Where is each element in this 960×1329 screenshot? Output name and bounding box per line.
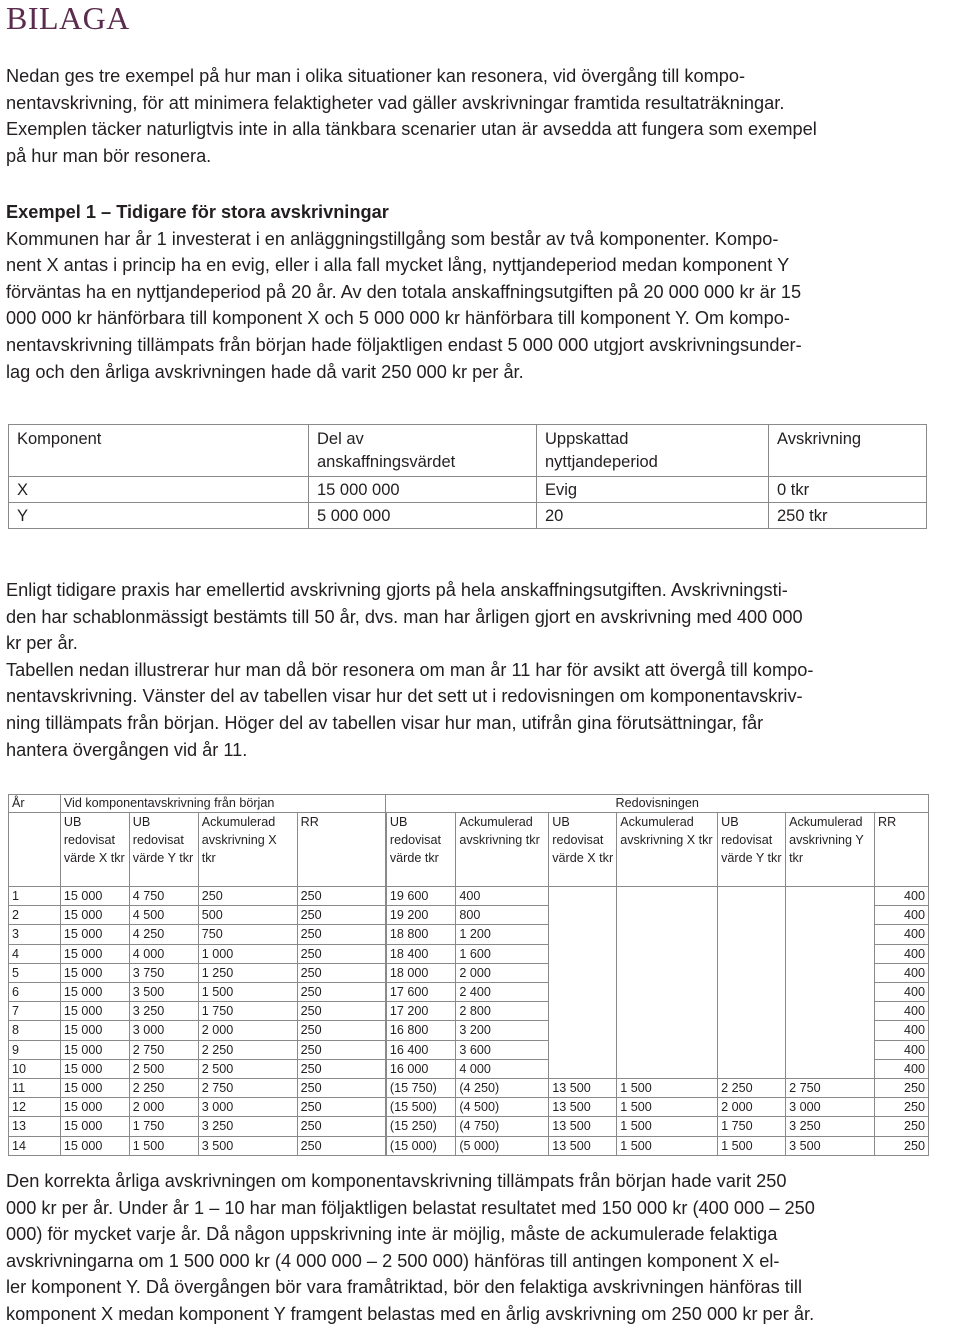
right-title: Redovisningen: [386, 795, 929, 813]
text-line: Den korrekta årliga avskrivningen om komponentavskrivning tillämpats från början hade varit 250: [6, 1171, 787, 1191]
table-cell: 400: [875, 963, 929, 982]
table-cell: [786, 983, 875, 1002]
table-cell: 250 tkr: [769, 503, 927, 529]
table-cell: 13: [9, 1117, 61, 1136]
table-cell: [786, 1021, 875, 1040]
table-cell: 15 000: [60, 1117, 129, 1136]
table-cell: 8: [9, 1021, 61, 1040]
table-cell: [617, 1002, 718, 1021]
component-table: [8, 424, 927, 529]
table-cell: 3 200: [456, 1021, 549, 1040]
table-cell: [617, 1021, 718, 1040]
table-cell: 400: [875, 1040, 929, 1059]
table-cell: [718, 1059, 786, 1078]
table-cell: 18 800: [386, 925, 456, 944]
table-cell: 15 000: [60, 887, 129, 906]
table-cell: 400: [456, 887, 549, 906]
table-row: [9, 1098, 929, 1117]
table-title-row: [9, 795, 929, 813]
table-cell: 250: [297, 906, 386, 925]
text-line: avskrivningarna om 1 500 000 kr (4 000 000 – 2 500 000) hänföras till antingen komponent X el-: [6, 1250, 780, 1271]
header-text: anskaffningsvärdet: [317, 453, 456, 471]
table-cell: [549, 1059, 617, 1078]
table-cell: 3 250: [786, 1117, 875, 1136]
table-cell: [718, 983, 786, 1002]
table-cell: 1: [9, 887, 61, 906]
table-cell: 9: [9, 1040, 61, 1059]
table-cell: 15 000 000: [309, 477, 537, 503]
table-cell: 20: [537, 503, 769, 529]
header-text: Uppskattad: [545, 430, 629, 448]
left-title: Vid komponentavskrivning från början: [60, 795, 386, 813]
table-cell: 4 000: [129, 944, 198, 963]
table-cell: 4 500: [129, 906, 198, 925]
text-line: hantera övergången vid år 11.: [6, 739, 248, 760]
table-cell: 3 000: [198, 1098, 297, 1117]
table-cell: (15 250): [386, 1117, 456, 1136]
table-cell: 2 750: [129, 1040, 198, 1059]
table-cell: 15 000: [60, 963, 129, 982]
table-cell: 2 000: [198, 1021, 297, 1040]
table-cell: [617, 887, 718, 906]
table-cell: [617, 983, 718, 1002]
table-cell: 2 500: [129, 1059, 198, 1078]
table-cell: 250: [297, 1021, 386, 1040]
table-cell: 19 600: [386, 887, 456, 906]
table-cell: [617, 963, 718, 982]
table-cell: [718, 887, 786, 906]
header-text: Del av: [317, 430, 364, 448]
table-cell: [718, 925, 786, 944]
table-cell: 3 250: [198, 1117, 297, 1136]
text-line: nent X antas i princip ha en evig, eller i alla fall mycket lång, nyttjandeperiod medan komponent Y: [6, 255, 790, 276]
table-cell: 400: [875, 906, 929, 925]
table-row: [9, 503, 927, 529]
table-row: [9, 944, 929, 963]
table-cell: [549, 1002, 617, 1021]
table-cell: 15 000: [60, 1021, 129, 1040]
table-cell: 250: [297, 983, 386, 1002]
table-cell: 250: [297, 1040, 386, 1059]
table-cell: 15 000: [60, 925, 129, 944]
table-cell: 15 000: [60, 1002, 129, 1021]
table-cell: [549, 963, 617, 982]
table-cell: [786, 1059, 875, 1078]
table-cell: 12: [9, 1098, 61, 1117]
table-cell: [718, 1040, 786, 1059]
table-cell: 250: [297, 925, 386, 944]
table-cell: 2 750: [786, 1079, 875, 1098]
table-cell: 15 000: [60, 1079, 129, 1098]
table-cell: (5 000): [456, 1136, 549, 1155]
table-row: [9, 1040, 929, 1059]
table-cell: 1 500: [718, 1136, 786, 1155]
table-cell: 15 000: [60, 1136, 129, 1155]
table-cell: 1 500: [129, 1136, 198, 1155]
table-cell: 400: [875, 887, 929, 906]
table-cell: 2 250: [718, 1079, 786, 1098]
table-cell: 2 250: [129, 1079, 198, 1098]
table-cell: 2 000: [718, 1098, 786, 1117]
table-row: [9, 1021, 929, 1040]
table-cell: [718, 963, 786, 982]
table-cell: [786, 944, 875, 963]
table-cell: 16 800: [386, 1021, 456, 1040]
header-cell: [9, 813, 61, 887]
table-cell: 500: [198, 906, 297, 925]
table-cell: 13 500: [549, 1117, 617, 1136]
table-cell: 18 000: [386, 963, 456, 982]
table-cell: 2 250: [198, 1040, 297, 1059]
text-line: 000 000 kr hänförbara till komponent X och 5 000 000 kr hänförbara till komponent Y. Om kompo-: [6, 308, 790, 329]
table-row: [9, 887, 929, 906]
text-line: ning tillämpats från början. Höger del av tabellen visar hur man, utifrån gina förutsättningar, får: [6, 712, 764, 733]
table-cell: 4 000: [456, 1059, 549, 1078]
table-cell: 5: [9, 963, 61, 982]
table-cell: 15 000: [60, 1098, 129, 1117]
table-cell: 1 500: [198, 983, 297, 1002]
table-cell: [786, 963, 875, 982]
text-line: ler komponent Y. Då övergången bör vara framåtriktad, bör den felaktiga avskrivningen hänföras till: [6, 1277, 802, 1298]
text-line: på hur man bör resonera.: [6, 145, 212, 166]
table-cell: [718, 944, 786, 963]
table-cell: [718, 1021, 786, 1040]
table-cell: (15 750): [386, 1079, 456, 1098]
header-cell: UB redovisat värde Y tkr: [718, 813, 786, 887]
table-cell: 15 000: [60, 983, 129, 1002]
header-cell: [309, 425, 537, 477]
table-cell: 1 500: [617, 1098, 718, 1117]
table-cell: 250: [297, 1117, 386, 1136]
table-cell: (15 000): [386, 1136, 456, 1155]
table-cell: 250: [297, 1098, 386, 1117]
table-cell: 800: [456, 906, 549, 925]
table-cell: 250: [297, 963, 386, 982]
table-cell: 13 500: [549, 1098, 617, 1117]
text-line: nentavskrivning tillämpats från början hade följaktligen endast 5 000 000 utgjort avskrivningsunder-: [6, 334, 802, 355]
text-line: Exemplen täcker naturligtvis inte in alla tänkbara scenarier utan är avsedda att fungera som exempel: [6, 119, 817, 140]
table-cell: 7: [9, 1002, 61, 1021]
table-cell: 3 250: [129, 1002, 198, 1021]
table-cell: (15 500): [386, 1098, 456, 1117]
text-line: nentavskrivning. Vänster del av tabellen visar hur det sett ut i redovisningen om komponentavskriv-: [6, 686, 803, 707]
table-cell: 400: [875, 1002, 929, 1021]
table-cell: 15 000: [60, 944, 129, 963]
table-cell: 250: [297, 944, 386, 963]
table-cell: [549, 944, 617, 963]
table-cell: 250: [297, 1079, 386, 1098]
table-cell: 13 500: [549, 1136, 617, 1155]
table-cell: 250: [297, 887, 386, 906]
header-cell: Ackumulerad avskrivning X tkr: [198, 813, 297, 887]
example1-section: [6, 199, 956, 385]
header-cell: Ackumulerad avskrivning X tkr: [617, 813, 718, 887]
table-cell: [549, 1021, 617, 1040]
table-cell: 3 750: [129, 963, 198, 982]
table-cell: [718, 906, 786, 925]
example1-title: Exempel 1 – Tidigare för stora avskrivningar: [6, 202, 389, 222]
table-cell: 2 500: [198, 1059, 297, 1078]
table-cell: 2 800: [456, 1002, 549, 1021]
table-cell: 250: [875, 1117, 929, 1136]
header-text: nyttjandeperiod: [545, 453, 658, 471]
table-cell: 3 000: [786, 1098, 875, 1117]
table-cell: 250: [875, 1098, 929, 1117]
table-cell: [786, 1002, 875, 1021]
table-cell: [718, 1002, 786, 1021]
table-row: [9, 1136, 929, 1155]
table-cell: 750: [198, 925, 297, 944]
table-cell: 4: [9, 944, 61, 963]
table-cell: [549, 906, 617, 925]
table-cell: 15 000: [60, 1059, 129, 1078]
table-cell: [617, 925, 718, 944]
table-cell: 2 400: [456, 983, 549, 1002]
header-cell: UB redovisat värde X tkr: [549, 813, 617, 887]
table-cell: 3 500: [198, 1136, 297, 1155]
schedule-table: [8, 794, 929, 1156]
text-line: Nedan ges tre exempel på hur man i olika situationer kan resonera, vid övergång till kompo-: [6, 66, 746, 86]
table-cell: 19 200: [386, 906, 456, 925]
table-cell: [786, 906, 875, 925]
text-line: Enligt tidigare praxis har emellertid avskrivning gjorts på hela anskaffningsutgiften. Avskrivningsti-: [6, 580, 788, 600]
table-cell: 1 600: [456, 944, 549, 963]
text-line: nentavskrivning, för att minimera felaktigheter vad gäller avskrivningar framtida resultaträkningar.: [6, 92, 785, 113]
year-header: År: [9, 795, 61, 813]
table-cell: [617, 944, 718, 963]
table-cell: 17 200: [386, 1002, 456, 1021]
table-cell: 400: [875, 1021, 929, 1040]
table-cell: 2 750: [198, 1079, 297, 1098]
table-cell: 1 750: [718, 1117, 786, 1136]
table-header-row: [9, 425, 927, 477]
table-cell: Y: [9, 503, 309, 529]
text-line: lag och den årliga avskrivningen hade då varit 250 000 kr per år.: [6, 361, 524, 382]
table-cell: 3 000: [129, 1021, 198, 1040]
table-cell: 1 000: [198, 944, 297, 963]
table-cell: 1 750: [129, 1117, 198, 1136]
middle-paragraph: [6, 577, 956, 763]
table-cell: [617, 1040, 718, 1059]
text-line: 000 kr per år. Under år 1 – 10 har man följaktligen belastat resultatet med 150 000 kr (400 000 – 250: [6, 1197, 815, 1218]
table-cell: 3: [9, 925, 61, 944]
table-cell: 2 000: [129, 1098, 198, 1117]
table-row: [9, 925, 929, 944]
table-row: [9, 1079, 929, 1098]
table-cell: 250: [198, 887, 297, 906]
text-line: 000) för mycket varje år. Då någon uppskrivning inte är möjlig, måste de ackumulerade felaktiga: [6, 1224, 778, 1245]
table-cell: 3 500: [786, 1136, 875, 1155]
header-cell: Ackumulerad avskrivning Y tkr: [786, 813, 875, 887]
table-cell: [617, 1059, 718, 1078]
table-cell: [786, 1040, 875, 1059]
header-cell: UB redovisat värde X tkr: [60, 813, 129, 887]
text-line: Kommunen har år 1 investerat i en anläggningstillgång som består av två komponenter. Kompo-: [6, 228, 779, 249]
header-cell: RR: [297, 813, 386, 887]
table-cell: [549, 983, 617, 1002]
table-cell: 16 000: [386, 1059, 456, 1078]
header-cell: Avskrivning: [769, 425, 927, 477]
table-cell: 15 000: [60, 906, 129, 925]
table-cell: 13 500: [549, 1079, 617, 1098]
table-row: [9, 906, 929, 925]
table-header-row: [9, 813, 929, 887]
table-row: [9, 477, 927, 503]
table-cell: [549, 887, 617, 906]
header-cell: [537, 425, 769, 477]
table-cell: 14: [9, 1136, 61, 1155]
table-cell: 250: [875, 1079, 929, 1098]
table-cell: 1 750: [198, 1002, 297, 1021]
table-row: [9, 983, 929, 1002]
table-cell: 1 200: [456, 925, 549, 944]
table-row: [9, 963, 929, 982]
table-cell: 5 000 000: [309, 503, 537, 529]
page-heading: BILAGA: [6, 0, 130, 36]
text-line: kr per år.: [6, 633, 78, 654]
table-cell: 1 500: [617, 1079, 718, 1098]
table-cell: [786, 925, 875, 944]
table-cell: Evig: [537, 477, 769, 503]
table-cell: 4 250: [129, 925, 198, 944]
closing-paragraph: [6, 1168, 956, 1328]
text-line: komponent X medan komponent Y framgent belastas med en årlig avskrivning om 250 000 kr per år.: [6, 1303, 815, 1324]
table-cell: (4 750): [456, 1117, 549, 1136]
table-cell: 3 500: [129, 983, 198, 1002]
table-row: [9, 1117, 929, 1136]
header-cell: Komponent: [9, 425, 309, 477]
table-cell: 400: [875, 1059, 929, 1078]
table-cell: 1 500: [617, 1136, 718, 1155]
table-cell: 11: [9, 1079, 61, 1098]
table-cell: [617, 906, 718, 925]
table-cell: 6: [9, 983, 61, 1002]
table-cell: 250: [297, 1002, 386, 1021]
table-cell: 4 750: [129, 887, 198, 906]
table-cell: 250: [875, 1136, 929, 1155]
table-cell: [786, 887, 875, 906]
table-cell: 18 400: [386, 944, 456, 963]
table-cell: 17 600: [386, 983, 456, 1002]
header-cell: Ackumulerad avskrivning tkr: [456, 813, 549, 887]
table-cell: 1 250: [198, 963, 297, 982]
text-line: den har schablonmässigt bestämts till 50 år, dvs. man har årligen gjort en avskrivning med 400 000: [6, 606, 803, 627]
table-cell: X: [9, 477, 309, 503]
table-cell: [549, 1040, 617, 1059]
table-cell: 10: [9, 1059, 61, 1078]
table-cell: 400: [875, 983, 929, 1002]
header-cell: RR: [875, 813, 929, 887]
table-cell: 400: [875, 925, 929, 944]
table-cell: 2 000: [456, 963, 549, 982]
header-cell: UB redovisat värde Y tkr: [129, 813, 198, 887]
table-cell: 250: [297, 1136, 386, 1155]
table-cell: 3 600: [456, 1040, 549, 1059]
text-line: Tabellen nedan illustrerar hur man då bör resonera om man år 11 har för avsikt att övergå till kompo-: [6, 659, 814, 680]
table-row: [9, 1059, 929, 1078]
table-cell: [549, 925, 617, 944]
table-cell: 400: [875, 944, 929, 963]
header-cell: UB redovisat värde tkr: [386, 813, 456, 887]
table-cell: 1 500: [617, 1117, 718, 1136]
table-cell: (4 500): [456, 1098, 549, 1117]
table-cell: 250: [297, 1059, 386, 1078]
table-cell: 16 400: [386, 1040, 456, 1059]
table-cell: 0 tkr: [769, 477, 927, 503]
table-cell: 2: [9, 906, 61, 925]
table-row: [9, 1002, 929, 1021]
table-cell: 15 000: [60, 1040, 129, 1059]
text-line: förväntas ha en nyttjandeperiod på 20 år. Av den totala anskaffningsutgiften på 20 000 000 kr är 15: [6, 281, 802, 302]
table-cell: (4 250): [456, 1079, 549, 1098]
intro-paragraph: [6, 63, 956, 169]
